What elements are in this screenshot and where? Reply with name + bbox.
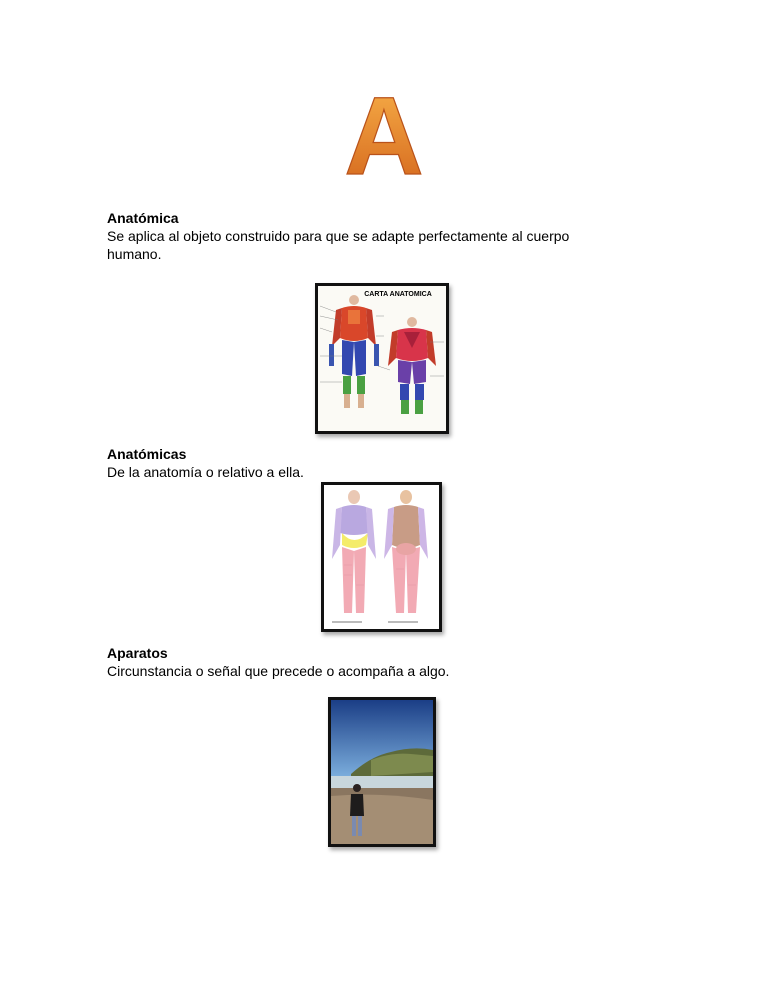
muscle-chart-icon bbox=[318, 286, 446, 431]
entry-term-aparatos: Aparatos bbox=[107, 645, 168, 661]
entry-definition-aparatos: Circunstancia o señal que precede o acompaña a algo. bbox=[107, 663, 450, 679]
letter-a-text: A bbox=[344, 88, 424, 180]
beach-photo-image bbox=[328, 697, 436, 847]
body-diagram-image bbox=[321, 482, 442, 632]
entry-definition-anatomica: Se aplica al objeto construido para que se adapte perfectamente al cuerpo humano. bbox=[107, 228, 570, 262]
chart-heading-text: CARTA ANATOMICA bbox=[364, 291, 432, 298]
body-diagram-icon bbox=[324, 485, 439, 629]
beach-photo-icon bbox=[331, 700, 433, 844]
caption-placeholder bbox=[388, 621, 418, 623]
entry-definition-anatomicas: De la anatomía o relativo a ella. bbox=[107, 464, 304, 480]
entry-term-anatomicas: Anatómicas bbox=[107, 446, 187, 462]
entry-term-anatomica: Anatómica bbox=[107, 210, 179, 226]
caption-placeholder bbox=[332, 621, 362, 623]
letter-a-heading bbox=[334, 88, 434, 180]
muscle-chart-image bbox=[315, 283, 449, 434]
